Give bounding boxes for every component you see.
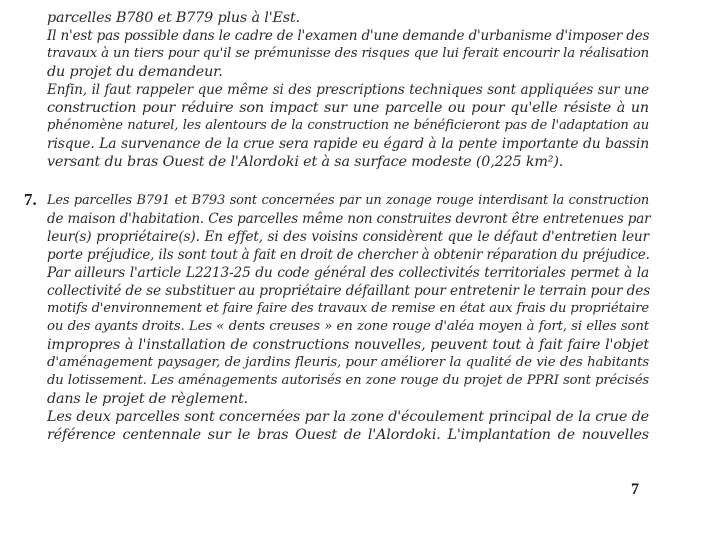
paragraph-line: parcelles B780 et B779 plus à l'Est. — [47, 10, 300, 26]
item-line: collectivité de se substituer au propriétaire défaillant pour entretenir le terrain pour des — [47, 283, 651, 299]
paragraph-line: Enfin, il faut rappeler que même si des prescriptions techniques sont appliquées sur une — [47, 82, 649, 98]
item-line: d'aménagement paysager, de jardins fleuris, pour améliorer la qualité de vie des habitants — [47, 355, 649, 370]
item-line: motifs d'environnement et faire faire des travaux de remise en état aux frais du propriétaire — [47, 301, 649, 316]
paragraph-line: construction pour réduire son impact sur une parcelle ou pour qu'elle résiste à un — [47, 100, 649, 116]
item-line: de maison d'habitation. Ces parcelles même non construites devront être entretenues par — [47, 211, 651, 227]
item-line: Les deux parcelles sont concernées par la zone d'écoulement principal de la crue de — [47, 409, 649, 425]
item-line: du lotissement. Les aménagements autorisés en zone rouge du projet de PPRI sont précisés — [47, 373, 649, 388]
item-line: leur(s) propriétaire(s). En effet, si des voisins considèrent que le défaut d'entretien leur — [47, 229, 649, 245]
item-line: ou des ayants droits. Les « dents creuses » en zone rouge d'aléa moyen à fort, si elles sont — [47, 319, 649, 334]
cut-off-text-line — [47, 0, 649, 8]
paragraph-line: du projet du demandeur. — [47, 64, 223, 80]
paragraph-line: Il n'est pas possible dans le cadre de l'examen d'une demande d'urbanisme d'imposer des — [47, 28, 650, 44]
item-line: Les parcelles B791 et B793 sont concernées par un zonage rouge interdisant la construction — [47, 193, 649, 208]
paragraph-line: risque. La survenance de la crue sera rapide eu égard à la pente importante du bassin — [47, 136, 649, 152]
paragraph-line: phénomène naturel, les alentours de la construction ne bénéficieront pas de l'adaptation au — [47, 118, 649, 133]
item-line: impropres à l'installation de constructions nouvelles, peuvent tout à fait faire l'objet — [47, 337, 649, 353]
page-number: 7 — [631, 481, 639, 498]
item-line: référence centennale sur le bras Ouest de l'Alordoki. L'implantation de nouvelles — [47, 427, 649, 443]
item-line: Par ailleurs l'article L2213-25 du code général des collectivités territoriales permet à la — [47, 265, 649, 281]
paragraph-line: versant du bras Ouest de l'Alordoki et à sa surface modeste (0,225 km²). — [47, 154, 564, 170]
paragraph-line: travaux à un tiers pour qu'il se prémunisse des risques que lui ferait encourir la réalisation — [47, 46, 649, 61]
item-line: dans le projet de règlement. — [47, 391, 249, 407]
item-line: porte préjudice, ils sont tout à fait en droit de chercher à obtenir réparation du préjudice. — [47, 247, 650, 263]
item-number: 7. — [24, 190, 37, 209]
